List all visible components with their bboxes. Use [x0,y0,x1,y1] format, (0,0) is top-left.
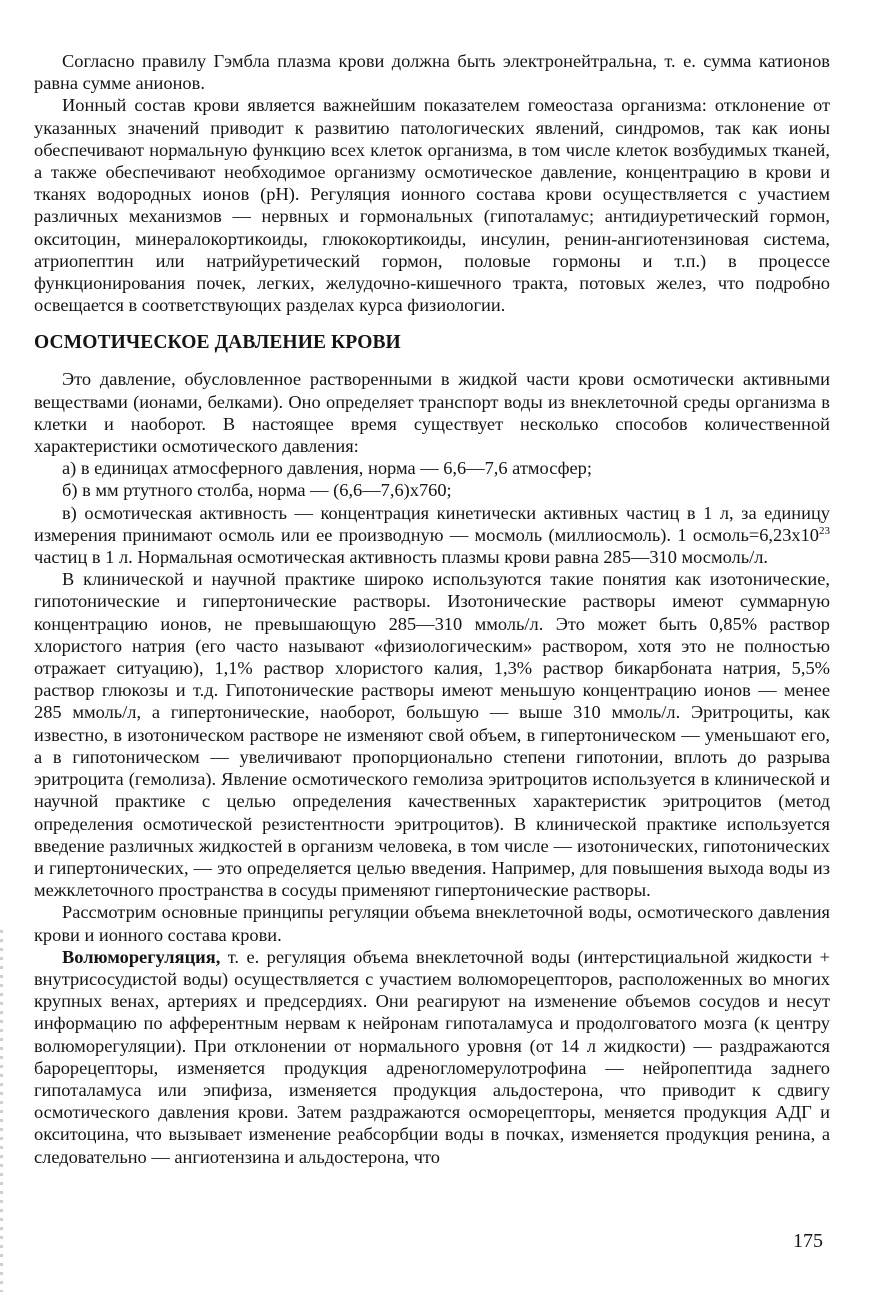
paragraph-osmotic-pressure-intro: Это давление, обусловленное растворенными в жидкой части крови осмотически активными веществами (ионами, белками). Оно определяет транспорт воды из внеклеточной среды организма в клетки и наоборот. В настоящее время существует несколько способов количественной характеристики осмотического давления: [34,369,830,457]
page-body [34,50,830,1168]
list-item-c-text-1: в) осмотическая активность — концентрация кинетически активных частиц в 1 л, за единицу измерения принимают осмоль или ее производную — мосмоль (миллиосмоль). 1 осмоль=6,23х10 [34,502,830,545]
paragraph-ionic-composition: Ионный состав крови является важнейшим показателем гомеостаза организма: отклонение от указанных значений приводит к развитию патологических явлений, синдромов, так как ионы обеспечивают нормальную функцию всех клеток организма, в том числе клеток возбудимых тканей, а также обеспечивают необходимое организму осмотическое давление, концентрацию в крови и тканях водородных ионов (pH). Регуляция ионного состава крови осуществляется с участием различных механизмов — нервных и гормональных (гипоталамус; антидиуретический гормон, окситоцин, минералокортикоиды, глюкокортикоиды, инсулин, ренин-ангиотензиновая система, атриопептин или натрийуретический гормон, половые гормоны и т.п.) в процессе функционирования почек, легких, желудочно-кишечного тракта, потовых желез, что подробно освещается в соответствующих разделах курса физиологии. [34,95,830,316]
list-item-c-text-2: частиц в 1 л. Нормальная осмотическая активность плазмы крови равна 285—310 мосмоль/л. [34,547,769,568]
paragraph-regulation-principles: Рассмотрим основные принципы регуляции объема внеклеточной воды, осмотического давления крови и ионного состава крови. [34,902,830,945]
list-item-a: а) в единицах атмосферного давления, норма — 6,6—7,6 атмосфер; [62,458,592,479]
paragraph-solutions: В клинической и научной практике широко используются такие понятия как изотонические, гипотонические и гипертонические растворы. Изотонические растворы имеют суммарную концентрацию ионов, не превышающую 285—310 ммоль/л. Это может быть 0,85% раствор хлористого натрия (его часто называют «физиологическим» раствором, хотя это не полностью отражает ситуацию), 1,1% раствор хлористого калия, 1,3% раствор бикарбоната натрия, 5,5% раствор глюкозы и т.д. Гипотонические растворы имеют меньшую концентрацию ионов — менее 285 ммоль/л, а гипертонические, наоборот, большую — выше 310 ммоль/л. Эритроциты, как известно, в изотоническом растворе не изменяют свой объем, в гипертоническом — уменьшают его, а в гипотоническом — увеличивают пропорционально степени гипотонии, вплоть до разрыва эритроцита (гемолиза). Явление осмотического гемолиза эритроцитов используется в клинической и научной практике с целью определения качественных характеристик эритроцитов (метод определения осмотической резистентности эритроцитов). В клинической практике используется введение различных жидкостей в организм человека, в том числе — изотонических, гипотонических и гипертонических, — это определяется целью введения. Например, для повышения выхода воды из межклеточного пространства в сосуды применяют гипертонические растворы. [34,569,830,901]
exponent: 23 [819,524,830,537]
section-heading: ОСМОТИЧЕСКОЕ ДАВЛЕНИЕ КРОВИ [34,332,401,354]
list-item-c [34,502,830,569]
bold-term: Волюморегуляция, [62,946,221,967]
scan-edge-artifact [0,930,3,1292]
paragraph-volume-regulation-text: т. е. регуляция объема внеклеточной воды (интерстициальной жидкости + внутрисосудистой воды) осуществляется с участием волюморецепторов, расположенных во многих крупных венах, артериях и предсердиях. Они реагируют на изменение объемов сосудов и несут информацию по афферентным нервам к нейронам гипоталамуса и продолговатого мозга (к центру волюморегуляции). При отклонении от нормального уровня (от 14 л жидкости) — раздражаются барорецепторы, изменяется продукция адреногломерулотрофина — нейропептида заднего гипоталамуса или эпифиза, изменяется продукция альдостерона, что приводит к сдвигу осмотического давления крови. Затем раздражаются осморецепторы, меняется продукция АДГ и окситоцина, что вызывает изменение реабсорбции воды в почках, изменяется продукция ренина, а следовательно — ангиотензина и альдостерона, что [34,946,830,1167]
page-number: 175 [793,1230,823,1252]
paragraph-volume-regulation [34,946,830,1168]
list-item-b: б) в мм ртутного столба, норма — (6,6—7,6)х760; [62,480,452,501]
paragraph-gamble-rule: Согласно правилу Гэмбла плазма крови должна быть электронейтральна, т. е. сумма катионов равна сумме анионов. [34,51,830,94]
